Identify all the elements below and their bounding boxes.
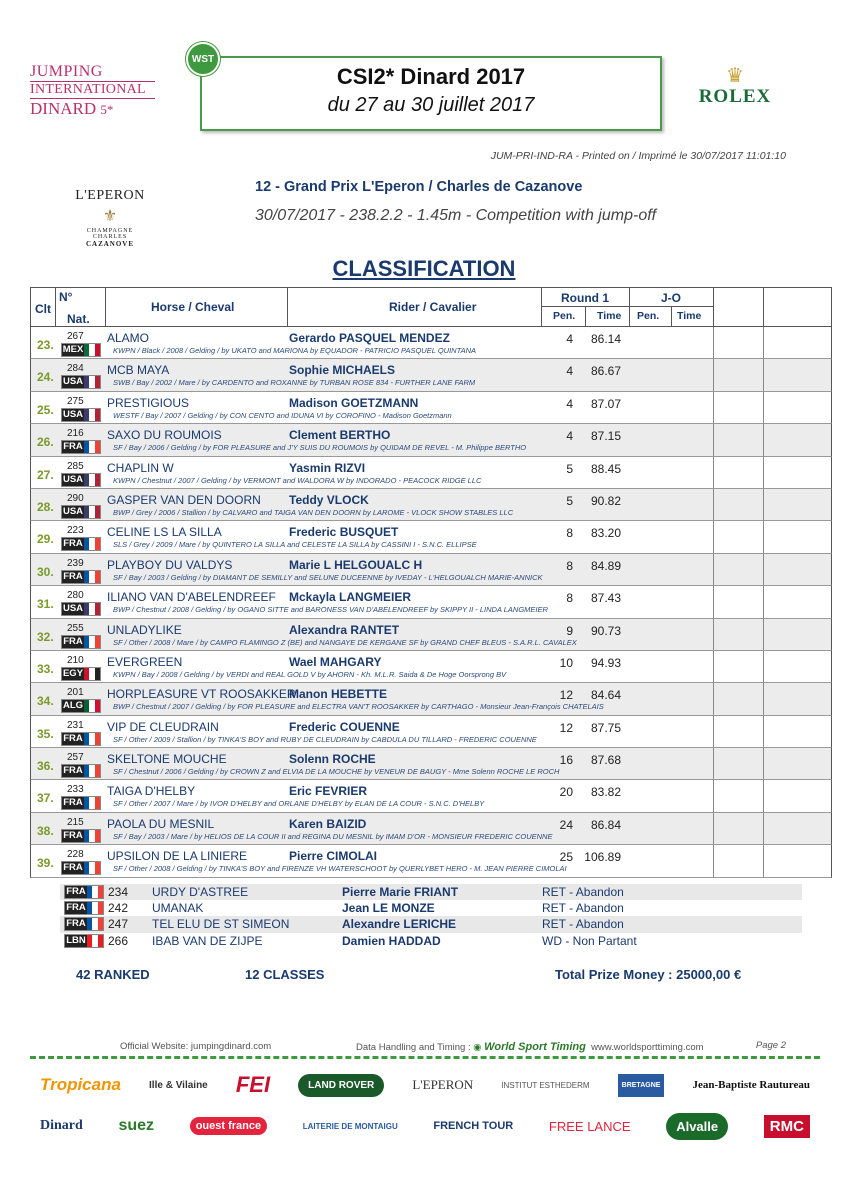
rank: 34. <box>37 694 54 709</box>
horse-name: SKELTONE MOUCHE <box>107 752 227 767</box>
bib-number: 210 <box>67 654 84 666</box>
horse-details: SF / Bay / 2003 / Gelding / by DIAMANT DE SEMILLY and SELUNE DUCEENNE by IVEDAY - L'HELGOUALCH MARIE-ANNICK <box>113 572 543 582</box>
event-title: 12 - Grand Prix L'Eperon / Charles de Cazanove <box>255 179 583 195</box>
round1-time: 84.64 <box>590 688 621 703</box>
event-dates: du 27 au 30 juillet 2017 <box>327 94 535 116</box>
bib-number: 284 <box>67 363 84 375</box>
bib-number: 215 <box>67 816 84 828</box>
round1-penalties: 5 <box>566 493 573 508</box>
classification-table <box>30 327 832 878</box>
classification-heading: CLASSIFICATION <box>332 256 516 281</box>
rider-name: Frederic COUENNE <box>289 719 400 734</box>
rank: 25. <box>37 402 54 417</box>
nat-code: FRA <box>63 765 83 777</box>
flag-icon <box>61 570 101 584</box>
rider-name: Jean LE MONZE <box>342 901 435 916</box>
sponsor-logo: Alvalle <box>666 1113 728 1140</box>
horse-name: SAXO DU ROUMOIS <box>107 428 222 443</box>
round1-time: 88.45 <box>590 461 621 476</box>
flag-icon <box>61 796 101 810</box>
horse-name: CHAPLIN W <box>107 460 174 475</box>
col-pen-jo: Pen. <box>637 310 660 322</box>
rider-name: Pierre CIMOLAI <box>289 849 378 864</box>
status: RET - Abandon <box>542 917 624 932</box>
classes-count: 12 CLASSES <box>245 967 325 982</box>
horse-name: EVERGREEN <box>107 654 183 669</box>
round1-time: 86.14 <box>590 332 621 346</box>
non-ranked-row <box>60 884 802 900</box>
ranked-count: 42 RANKED <box>76 967 150 982</box>
sponsor-row-1 <box>40 1066 810 1104</box>
sponsor-logo: Dinard <box>40 1118 83 1133</box>
horse-details: BWP / Grey / 2006 / Stallion / by CALVARO and TAIGA VAN DEN DOORN by LAROME - VLOCK SHOW STABLES LLC <box>113 507 514 517</box>
round1-penalties: 24 <box>559 817 573 832</box>
non-ranked-table <box>60 884 802 949</box>
bib-number: 242 <box>108 901 129 916</box>
sponsor-logo: FRENCH TOUR <box>433 1120 514 1132</box>
horse-name: VIP DE CLEUDRAIN <box>107 719 219 734</box>
non-ranked-row <box>60 900 802 916</box>
round1-penalties: 9 <box>566 623 573 638</box>
horse-details: KWPN / Black / 2008 / Gelding / by UKATO and MARIONA by EQUADOR - PATRICIO PASQUEL QUINTANA <box>113 346 477 355</box>
flag-icon <box>61 732 101 746</box>
table-row <box>30 716 832 748</box>
nat-code: USA <box>62 473 84 485</box>
rank: 35. <box>37 726 54 741</box>
rank: 23. <box>37 338 54 352</box>
page-number: Page 2 <box>755 1040 786 1051</box>
flag-icon <box>61 537 101 551</box>
horse-name: TEL ELU DE ST SIMEON <box>152 917 290 932</box>
rider-name: Karen BAIZID <box>289 816 367 831</box>
horse-details: SLS / Grey / 2009 / Mare / by QUINTERO LA SILLA and CELESTE LA SILLA by CASSINI I - S.N.C. ELLIPSE <box>113 540 477 550</box>
nat-code: USA <box>62 505 84 517</box>
horse-name: PAOLA DU MESNIL <box>107 816 215 831</box>
round1-penalties: 20 <box>559 785 573 800</box>
bib-number: 231 <box>67 719 84 731</box>
horse-details: SF / Other / 2008 / Mare / by CAMPO FLAMINGO Z (BE) and NANGAYE DE KERGANE SF by GRAND CHEF BLEUS - S.A.R.L. CAVALEX <box>113 637 577 647</box>
round1-penalties: 4 <box>566 396 573 411</box>
jumping-dinard-logo <box>30 64 160 117</box>
bib-number: 239 <box>67 557 84 569</box>
round1-time: 87.15 <box>590 429 621 444</box>
col-clt: Clt <box>35 302 51 316</box>
horse-name: URDY D'ASTREE <box>152 885 249 899</box>
horse-name: UPSILON DE LA LINIERE <box>107 849 248 864</box>
round1-time: 87.43 <box>590 591 621 606</box>
flag-icon <box>61 829 101 843</box>
table-row <box>30 457 832 489</box>
rank: 33. <box>37 661 54 676</box>
nat-code: EGY <box>62 667 84 679</box>
round1-penalties: 8 <box>566 591 573 606</box>
non-ranked-row <box>60 916 802 932</box>
rider-name: Damien HADDAD <box>342 933 441 948</box>
horse-details: SF / Chestnut / 2006 / Gelding / by CROWN Z and ELVIA DE LA MOUCHE by VENEUR DE BAUGY - Mme Solenn ROCHE LE ROCH <box>113 767 560 777</box>
rank: 26. <box>37 435 54 450</box>
flag-icon <box>61 408 101 422</box>
nat-code: USA <box>62 376 84 388</box>
nat-code: FRA <box>66 902 86 914</box>
rider-name: Eric FEVRIER <box>289 784 368 799</box>
event-subtitle: 30/07/2017 - 238.2.2 - 1.45m - Competition with jump-off <box>255 207 657 224</box>
flag-icon <box>64 917 104 931</box>
round1-penalties: 10 <box>559 655 573 670</box>
nat-code: FRA <box>66 886 86 897</box>
sponsor-logo: Ille & Vilaine <box>149 1079 208 1091</box>
nat-code: USA <box>62 603 84 615</box>
round1-time: 94.93 <box>590 655 621 670</box>
flag-icon <box>64 885 104 899</box>
flag-icon <box>61 375 101 389</box>
round1-penalties: 12 <box>559 720 573 735</box>
flag-icon <box>61 505 101 519</box>
rider-name: Sophie MICHAELS <box>289 363 396 378</box>
crown-icon: ♛ <box>726 65 744 87</box>
round1-penalties: 5 <box>566 461 573 476</box>
rank: 28. <box>37 499 54 514</box>
col-nat: Nat. <box>67 312 90 326</box>
rider-name: Frederic BUSQUET <box>289 525 399 540</box>
globe-icon: ◉ <box>473 1042 482 1053</box>
horse-details: SF / Other / 2008 / Gelding / by TINKA'S BOY and FIRENZE VH WATERSCHOOT by QUERLYBET HERO - M. JEAN PIERRE CIMOLAI <box>113 864 567 874</box>
nat-code: FRA <box>63 797 83 809</box>
sponsor-logo: FEI <box>235 1072 271 1097</box>
rolex-logo: ♛ ROLEX <box>690 66 780 108</box>
nat-code: FRA <box>63 635 83 647</box>
logo-line-2: INTERNATIONAL <box>30 82 146 97</box>
rank: 37. <box>37 791 54 806</box>
col-horse: Horse / Cheval <box>151 300 235 314</box>
horse-details: SF / Other / 2009 / Stallion / by TINKA'S BOY and RUBY DE CLEUDRAIN by CABDULA DU TILLARD - FREDERIC COUENNE <box>113 734 537 744</box>
bib-number: 285 <box>67 460 84 472</box>
horse-details: BWP / Chestnut / 2008 / Gelding / by OGANO SITTE and BARONESS VAN D'ABELENDREEF by SKIPPY II - LINDA LANGMEIER <box>113 605 548 615</box>
rank: 39. <box>37 856 54 871</box>
bib-number: 216 <box>67 428 84 440</box>
table-row <box>30 554 832 586</box>
table-row <box>30 619 832 651</box>
status: RET - Abandon <box>542 885 624 899</box>
round1-time: 86.67 <box>590 364 621 379</box>
round1-time: 84.89 <box>590 558 621 573</box>
col-pen-r1: Pen. <box>553 310 576 322</box>
round1-time: 90.73 <box>590 623 621 638</box>
round1-time: 83.82 <box>590 785 621 800</box>
sponsor-logo: suez <box>118 1117 155 1134</box>
horse-name: MCB MAYA <box>107 363 170 378</box>
flag-icon <box>61 764 101 778</box>
nat-code: USA <box>62 408 84 420</box>
sponsor-logo: Jean-Baptiste Rautureau <box>692 1079 810 1091</box>
sponsor-logo: INSTITUT ESTHEDERM <box>501 1080 590 1090</box>
table-row <box>30 813 832 845</box>
round1-time: 87.68 <box>590 753 621 768</box>
bib-number: 233 <box>67 784 84 796</box>
rider-name: Gerardo PASQUEL MENDEZ <box>289 331 450 345</box>
flag-icon <box>61 473 101 487</box>
nat-code: FRA <box>63 441 83 453</box>
sponsor-row-2 <box>40 1108 810 1144</box>
rider-name: Manon HEBETTE <box>289 687 387 702</box>
bib-number: 201 <box>67 687 84 699</box>
nat-code: LBN <box>66 934 86 946</box>
table-row <box>30 683 832 715</box>
table-row <box>30 780 832 812</box>
rank: 29. <box>37 532 54 547</box>
eperon-sponsor-logo: L'EPERON ⚜ CHAMPAGNE CHARLES CAZANOVE <box>70 188 150 248</box>
col-time-jo: Time <box>677 310 702 322</box>
table-row <box>30 424 832 456</box>
sponsor-logo: BRETAGNE <box>618 1074 665 1097</box>
logo-stars: 5* <box>100 102 114 117</box>
bib-number: 257 <box>67 752 84 764</box>
rank: 31. <box>37 597 54 612</box>
rank: 32. <box>37 629 54 644</box>
horse-name: ALAMO <box>107 331 150 345</box>
flag-icon <box>61 699 101 713</box>
bib-number: 267 <box>67 331 84 342</box>
round1-penalties: 8 <box>566 526 573 541</box>
horse-details: BWP / Chestnut / 2007 / Gelding / by FOR PLEASURE and ELECTRA VAN'T ROOSAKKER by CARTHAGO - Monsieur Jean-François CHATELAIS <box>113 702 604 712</box>
nat-code: ALG <box>62 700 84 712</box>
table-row <box>30 651 832 683</box>
horse-name: PRESTIGIOUS <box>107 395 190 410</box>
rank: 27. <box>37 467 54 482</box>
rank: 30. <box>37 564 54 579</box>
horse-name: ILIANO VAN D'ABELENDREEF <box>107 590 276 605</box>
sponsor-logo: LAND ROVER <box>298 1074 384 1097</box>
horse-details: WESTF / Bay / 2007 / Gelding / by CON CENTO and IDUNA VI by COROFINO - Madison Goetzmann <box>113 410 452 420</box>
nat-code: MEX <box>62 344 84 355</box>
sponsor-logo: L'EPERON <box>412 1077 474 1092</box>
rider-name: Alexandre LERICHE <box>342 917 457 932</box>
bib-number: 275 <box>67 395 84 407</box>
nat-code: FRA <box>63 538 83 550</box>
horse-name: UMANAK <box>152 901 204 916</box>
rider-name: Solenn ROCHE <box>289 752 376 767</box>
nat-code: FRA <box>66 918 86 930</box>
bib-number: 290 <box>67 492 84 504</box>
table-row <box>30 489 832 521</box>
round1-penalties: 4 <box>566 332 573 346</box>
col-rider: Rider / Cavalier <box>389 300 477 314</box>
round1-time: 87.07 <box>590 396 621 411</box>
horse-details: SF / Bay / 2003 / Mare / by HELIOS DE LA COUR II and REGINA DU MESNIL by IMAM D'OR - MONSIEUR FREDERIC COUENNE <box>113 831 553 841</box>
round1-penalties: 25 <box>559 850 573 865</box>
bib-number: 234 <box>108 885 129 899</box>
bib-number: 255 <box>67 622 84 634</box>
horse-name: UNLADYLIKE <box>107 622 182 637</box>
nat-code: FRA <box>63 732 83 744</box>
rider-name: Yasmin RIZVI <box>289 460 366 475</box>
horse-name: CELINE LS LA SILLA <box>107 525 222 540</box>
sponsor-logo: ouest france <box>190 1117 267 1135</box>
flag-icon <box>61 343 101 357</box>
sponsor-logo: RMC <box>764 1115 810 1138</box>
footer-divider <box>30 1056 820 1059</box>
page-title: CSI2* Dinard 2017 <box>336 64 526 89</box>
col-no: N° <box>59 290 73 304</box>
flag-icon <box>61 667 101 681</box>
col-jo: J-O <box>661 291 682 305</box>
horse-name: HORPLEASURE VT ROOSAKKER <box>107 687 296 702</box>
table-row <box>30 845 832 877</box>
table-row <box>30 392 832 424</box>
horse-details: SWB / Bay / 2002 / Mare / by CARDENTO and ROXANNE by TURBAN ROSE 834 - FURTHER LANE FARM <box>113 378 476 388</box>
bib-number: 280 <box>67 590 84 602</box>
flag-icon <box>64 934 104 948</box>
sponsor-logo: LAITERIE DE MONTAIGU <box>302 1121 398 1131</box>
round1-time: 86.84 <box>590 817 621 832</box>
horse-details: SF / Bay / 2006 / Gelding / by FOR PLEASURE and J'Y SUIS DU ROUMOIS by QUIDAM DE REVEL - M. Philippe BERTHO <box>113 443 527 453</box>
round1-penalties: 4 <box>566 429 573 444</box>
horse-details: SF / Other / 2007 / Mare / by IVOR D'HELBY and ORLANE D'HELBY by ELAN DE LA COUR - S.N.C. D'HELBY <box>113 799 485 809</box>
round1-time: 87.75 <box>590 720 621 735</box>
horse-name: PLAYBOY DU VALDYS <box>107 557 233 572</box>
rank: 24. <box>37 370 54 385</box>
rider-name: Alexandra RANTET <box>289 622 400 637</box>
rank: 36. <box>37 759 54 774</box>
nat-code: FRA <box>63 829 83 841</box>
status: RET - Abandon <box>542 901 624 916</box>
printed-on: JUM-PRI-IND-RA - Printed on / Imprimé le 30/07/2017 11:01:10 <box>490 150 786 162</box>
bib-number: 247 <box>108 917 129 932</box>
horse-name: TAIGA D'HELBY <box>107 784 196 799</box>
non-ranked-row <box>60 933 802 949</box>
logo-line-1: JUMPING <box>30 63 103 80</box>
round1-penalties: 8 <box>566 558 573 573</box>
rider-name: Wael MAHGARY <box>289 654 382 669</box>
round1-penalties: 4 <box>566 364 573 379</box>
horse-details: KWPN / Bay / 2008 / Gelding / by VERDI and REAL GOLD V by AHORN - Kh. M.L.R. Saida & De Hoge Oorsprong BV <box>113 669 507 679</box>
timing-url[interactable]: www.worldsporttiming.com <box>591 1042 704 1053</box>
sponsor-logo: FREE LANCE <box>548 1118 631 1134</box>
total-prize: Total Prize Money : 25000,00 € <box>555 967 742 982</box>
rider-name: Mckayla LANGMEIER <box>289 590 412 605</box>
table-header <box>30 287 832 327</box>
flag-icon <box>61 440 101 454</box>
flag-icon <box>61 635 101 649</box>
table-row <box>30 359 832 391</box>
nat-code: FRA <box>63 570 83 582</box>
col-time-r1: Time <box>597 310 622 322</box>
rank: 38. <box>37 823 54 838</box>
round1-time: 83.20 <box>590 526 621 541</box>
bib-number: 266 <box>108 933 129 948</box>
horse-name: IBAB VAN DE ZIJPE <box>152 933 263 948</box>
col-round1: Round 1 <box>561 291 609 305</box>
status: WD - Non Partant <box>542 933 637 948</box>
flag-icon <box>61 602 101 616</box>
round1-time: 106.89 <box>584 850 621 865</box>
logo-line-3: DINARD <box>30 99 97 118</box>
flag-icon <box>61 861 101 875</box>
horse-name: GASPER VAN DEN DOORN <box>107 492 261 507</box>
rider-name: Teddy VLOCK <box>289 492 369 507</box>
sponsor-logo: Tropicana <box>40 1075 121 1094</box>
bib-number: 228 <box>67 849 84 861</box>
table-row <box>30 748 832 780</box>
table-row <box>30 521 832 553</box>
flag-icon <box>64 901 104 915</box>
rider-name: Clement BERTHO <box>289 428 391 443</box>
round1-penalties: 12 <box>559 688 573 703</box>
rider-name: Marie L HELGOUALC H <box>289 557 423 572</box>
round1-penalties: 16 <box>559 753 573 768</box>
bib-number: 223 <box>67 525 84 537</box>
round1-time: 90.82 <box>590 493 621 508</box>
rider-name: Pierre Marie FRIANT <box>342 885 459 899</box>
crest-icon: ⚜ <box>102 208 118 225</box>
timing-credit: Data Handling and Timing : ◉ World Sport Timing www.worldsporttiming.com <box>356 1041 704 1053</box>
official-website[interactable]: Official Website: jumpingdinard.com <box>120 1041 272 1052</box>
table-row <box>30 327 832 359</box>
table-row <box>30 586 832 618</box>
rider-name: Madison GOETZMANN <box>289 395 419 410</box>
wst-badge: WST <box>186 42 220 76</box>
title-box <box>200 56 662 131</box>
horse-details: KWPN / Chestnut / 2007 / Gelding / by VERMONT and WALDORA W by INDORADO - PEACOCK RIDGE LLC <box>113 475 482 485</box>
nat-code: FRA <box>63 862 83 874</box>
